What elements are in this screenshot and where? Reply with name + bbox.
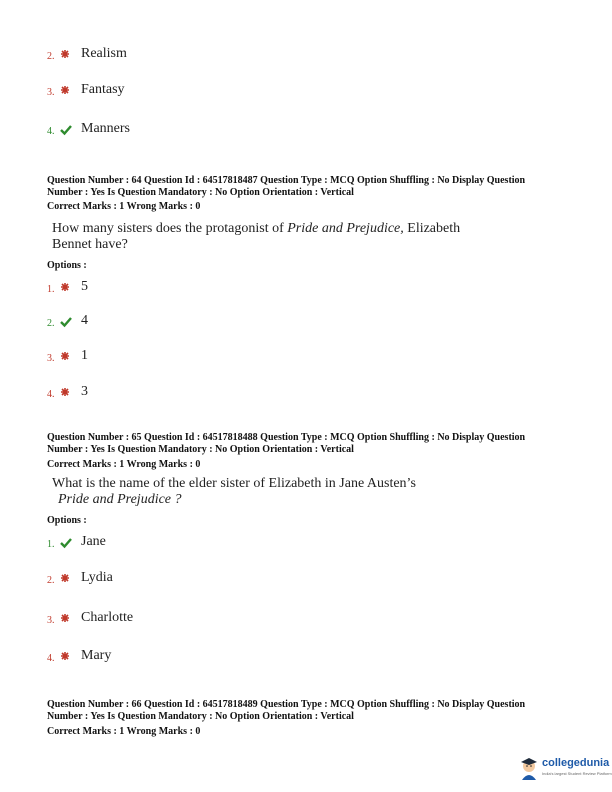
option-text: Lydia <box>81 570 113 585</box>
question-marks: Correct Marks : 1 Wrong Marks : 0 <box>47 201 201 212</box>
option-text: Manners <box>81 121 130 136</box>
logo-tagline: India's largest Student Review Platform <box>542 771 612 776</box>
option-row <box>47 82 125 98</box>
options-label: Options : <box>47 260 87 271</box>
option-row <box>47 648 111 664</box>
option-row <box>47 46 127 62</box>
option-row <box>47 610 133 626</box>
question-marks: Correct Marks : 1 Wrong Marks : 0 <box>47 726 201 737</box>
question-text-part: Elizabeth Bennet have? <box>52 221 461 252</box>
question-meta <box>47 699 567 723</box>
option-row <box>47 121 130 137</box>
option-number: 4. <box>47 389 55 400</box>
option-text: Realism <box>81 46 127 61</box>
option-text: Mary <box>81 648 112 663</box>
option-row <box>47 534 106 550</box>
book-title: Pride and Prejudice ? <box>58 492 182 507</box>
option-number: 1. <box>47 284 55 295</box>
question-meta-line: Question Number : 64 Question Id : 64517818487 Question Type : MCQ Option Shuffling : No Display Question <box>47 175 526 186</box>
wrong-mark-icon <box>59 350 73 364</box>
wrong-mark-icon <box>59 84 73 98</box>
option-text: Charlotte <box>81 610 134 625</box>
question-text-part: How many sisters does the protagonist of <box>52 221 288 236</box>
option-number: 4. <box>47 126 55 137</box>
wrong-mark-icon <box>59 386 73 400</box>
option-row <box>47 348 88 364</box>
option-row <box>47 384 88 400</box>
question-text-line: What is the name of the elder sister of Elizabeth in Jane Austen’s <box>52 476 416 491</box>
option-number: 2. <box>47 318 55 329</box>
question-meta <box>47 432 567 456</box>
question-meta-line: Question Number : 65 Question Id : 64517818488 Question Type : MCQ Option Shuffling : No Display Question <box>47 432 526 443</box>
option-number: 4. <box>47 653 55 664</box>
option-text: 4 <box>81 313 88 328</box>
question-text <box>52 476 512 508</box>
option-text: Jane <box>81 534 106 549</box>
option-row <box>47 313 88 329</box>
check-mark-icon <box>59 536 73 550</box>
wrong-mark-icon <box>59 650 73 664</box>
option-row <box>47 279 88 295</box>
student-avatar-icon <box>518 756 540 780</box>
option-text: 5 <box>81 279 88 294</box>
question-meta-line: Question Number : 66 Question Id : 64517818489 Question Type : MCQ Option Shuffling : No Display Question <box>47 699 526 710</box>
option-number: 1. <box>47 539 55 550</box>
option-number: 3. <box>47 87 55 98</box>
option-row <box>47 570 113 586</box>
collegedunia-logo <box>516 754 612 782</box>
logo-name: collegedunia <box>542 757 610 769</box>
check-mark-icon <box>59 315 73 329</box>
wrong-mark-icon <box>59 281 73 295</box>
option-text: 1 <box>81 348 88 363</box>
wrong-mark-icon <box>59 612 73 626</box>
wrong-mark-icon <box>59 48 73 62</box>
option-number: 3. <box>47 353 55 364</box>
question-meta-line: Number : Yes Is Question Mandatory : No Option Orientation : Vertical <box>47 187 354 198</box>
option-number: 2. <box>47 575 55 586</box>
option-text: 3 <box>81 384 88 399</box>
question-text <box>52 221 492 253</box>
check-mark-icon <box>59 123 73 137</box>
book-title: Pride and Prejudice, <box>287 221 404 236</box>
option-number: 3. <box>47 615 55 626</box>
options-label: Options : <box>47 515 87 526</box>
question-meta-line: Number : Yes Is Question Mandatory : No Option Orientation : Vertical <box>47 711 354 722</box>
wrong-mark-icon <box>59 572 73 586</box>
question-meta <box>47 175 567 199</box>
question-meta-line: Number : Yes Is Question Mandatory : No Option Orientation : Vertical <box>47 444 354 455</box>
question-marks: Correct Marks : 1 Wrong Marks : 0 <box>47 459 201 470</box>
option-text: Fantasy <box>81 82 125 97</box>
option-number: 2. <box>47 51 55 62</box>
